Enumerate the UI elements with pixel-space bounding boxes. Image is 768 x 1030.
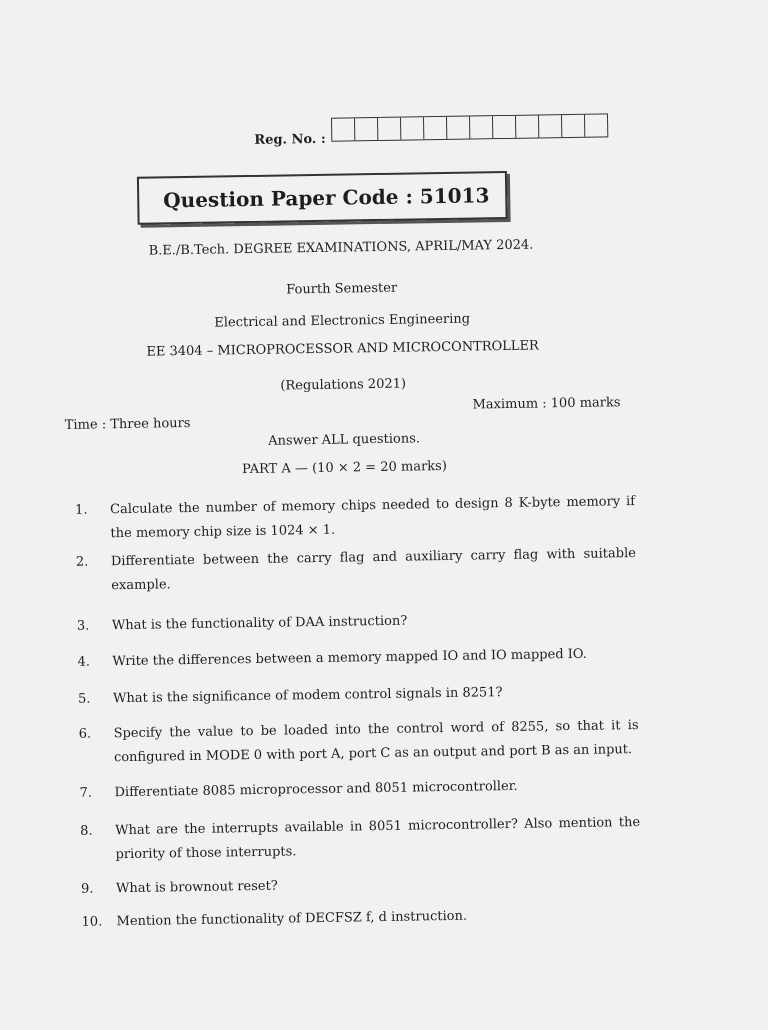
question-number: 4.: [77, 654, 91, 670]
question-number: 8.: [80, 823, 93, 839]
reg-box: [562, 115, 585, 137]
reg-box: [401, 117, 424, 139]
reg-box: [378, 118, 401, 140]
reg-no-boxes: [331, 113, 608, 141]
question: [78, 679, 638, 712]
question: [76, 542, 637, 599]
question-text: What is brownout reset?: [115, 878, 278, 897]
question-text: Differentiate 8085 microprocessor and 8051 microcontroller.: [114, 778, 518, 801]
question-text: What is the functionality of DAA instruction?: [111, 613, 408, 634]
paper-code: Question Paper Code : 51013: [163, 183, 490, 213]
question: [79, 773, 639, 806]
question: [81, 869, 641, 902]
reg-box: [585, 114, 607, 136]
reg-box: [539, 115, 562, 137]
question: [75, 490, 636, 547]
question-text: Specify the value to be loaded into the control word of 8255, so that it is configured in MODE 0 with port A, port C as an output and port B as an input.: [113, 717, 639, 766]
question: [78, 714, 639, 771]
question-number: 5.: [77, 691, 91, 707]
question-text: What are the interrupts available in 8051 microcontroller? Also mention the priority of those interrupts.: [115, 814, 641, 863]
reg-box: [424, 117, 447, 139]
reg-box: [516, 115, 539, 137]
course-title: EE 3404 – MICROPROCESSOR AND MICROCONTROLLER: [146, 338, 539, 360]
reg-no-label: Reg. No. :: [254, 131, 326, 148]
maximum-marks: Maximum : 100 marks: [472, 395, 621, 413]
reg-box: [332, 118, 355, 140]
question-number: 7.: [79, 785, 93, 801]
paper-code-box: [137, 171, 508, 225]
reg-box: [447, 117, 470, 139]
reg-box: [470, 116, 493, 138]
question-number: 3.: [76, 618, 90, 634]
part-heading: PART A — (10 × 2 = 20 marks): [242, 458, 447, 478]
question-text: What is the significance of modem control signals in 8251?: [112, 685, 503, 707]
question: [77, 642, 637, 675]
exam-title: B.E./B.Tech. DEGREE EXAMINATIONS, APRIL/MAY 2024.: [148, 237, 534, 259]
instruction: Answer ALL questions.: [268, 431, 421, 449]
question: [81, 902, 641, 935]
semester: Fourth Semester: [286, 280, 398, 298]
question-text: Calculate the number of memory chips needed to design 8 K-byte memory if the memory chip size is 1024 × 1.: [110, 493, 636, 542]
question-number: 2.: [75, 554, 89, 570]
question-number: 6.: [78, 726, 92, 742]
question-number: 1.: [75, 502, 88, 518]
regulations: (Regulations 2021): [280, 376, 407, 394]
question: [77, 606, 637, 639]
time-allowed: Time : Three hours: [64, 415, 191, 433]
question-number: 10.: [81, 914, 103, 930]
question-text: Differentiate between the carry flag and auxiliary carry flag with suitable example.: [110, 545, 636, 594]
question: [80, 811, 641, 868]
reg-box: [493, 116, 516, 138]
department: Electrical and Electronics Engineering: [214, 311, 471, 331]
question-text: Write the differences between a memory mapped IO and IO mapped IO.: [112, 646, 588, 670]
reg-box: [355, 118, 378, 140]
question-text: Mention the functionality of DECFSZ f, d instruction.: [116, 908, 468, 930]
question-number: 9.: [80, 881, 94, 897]
